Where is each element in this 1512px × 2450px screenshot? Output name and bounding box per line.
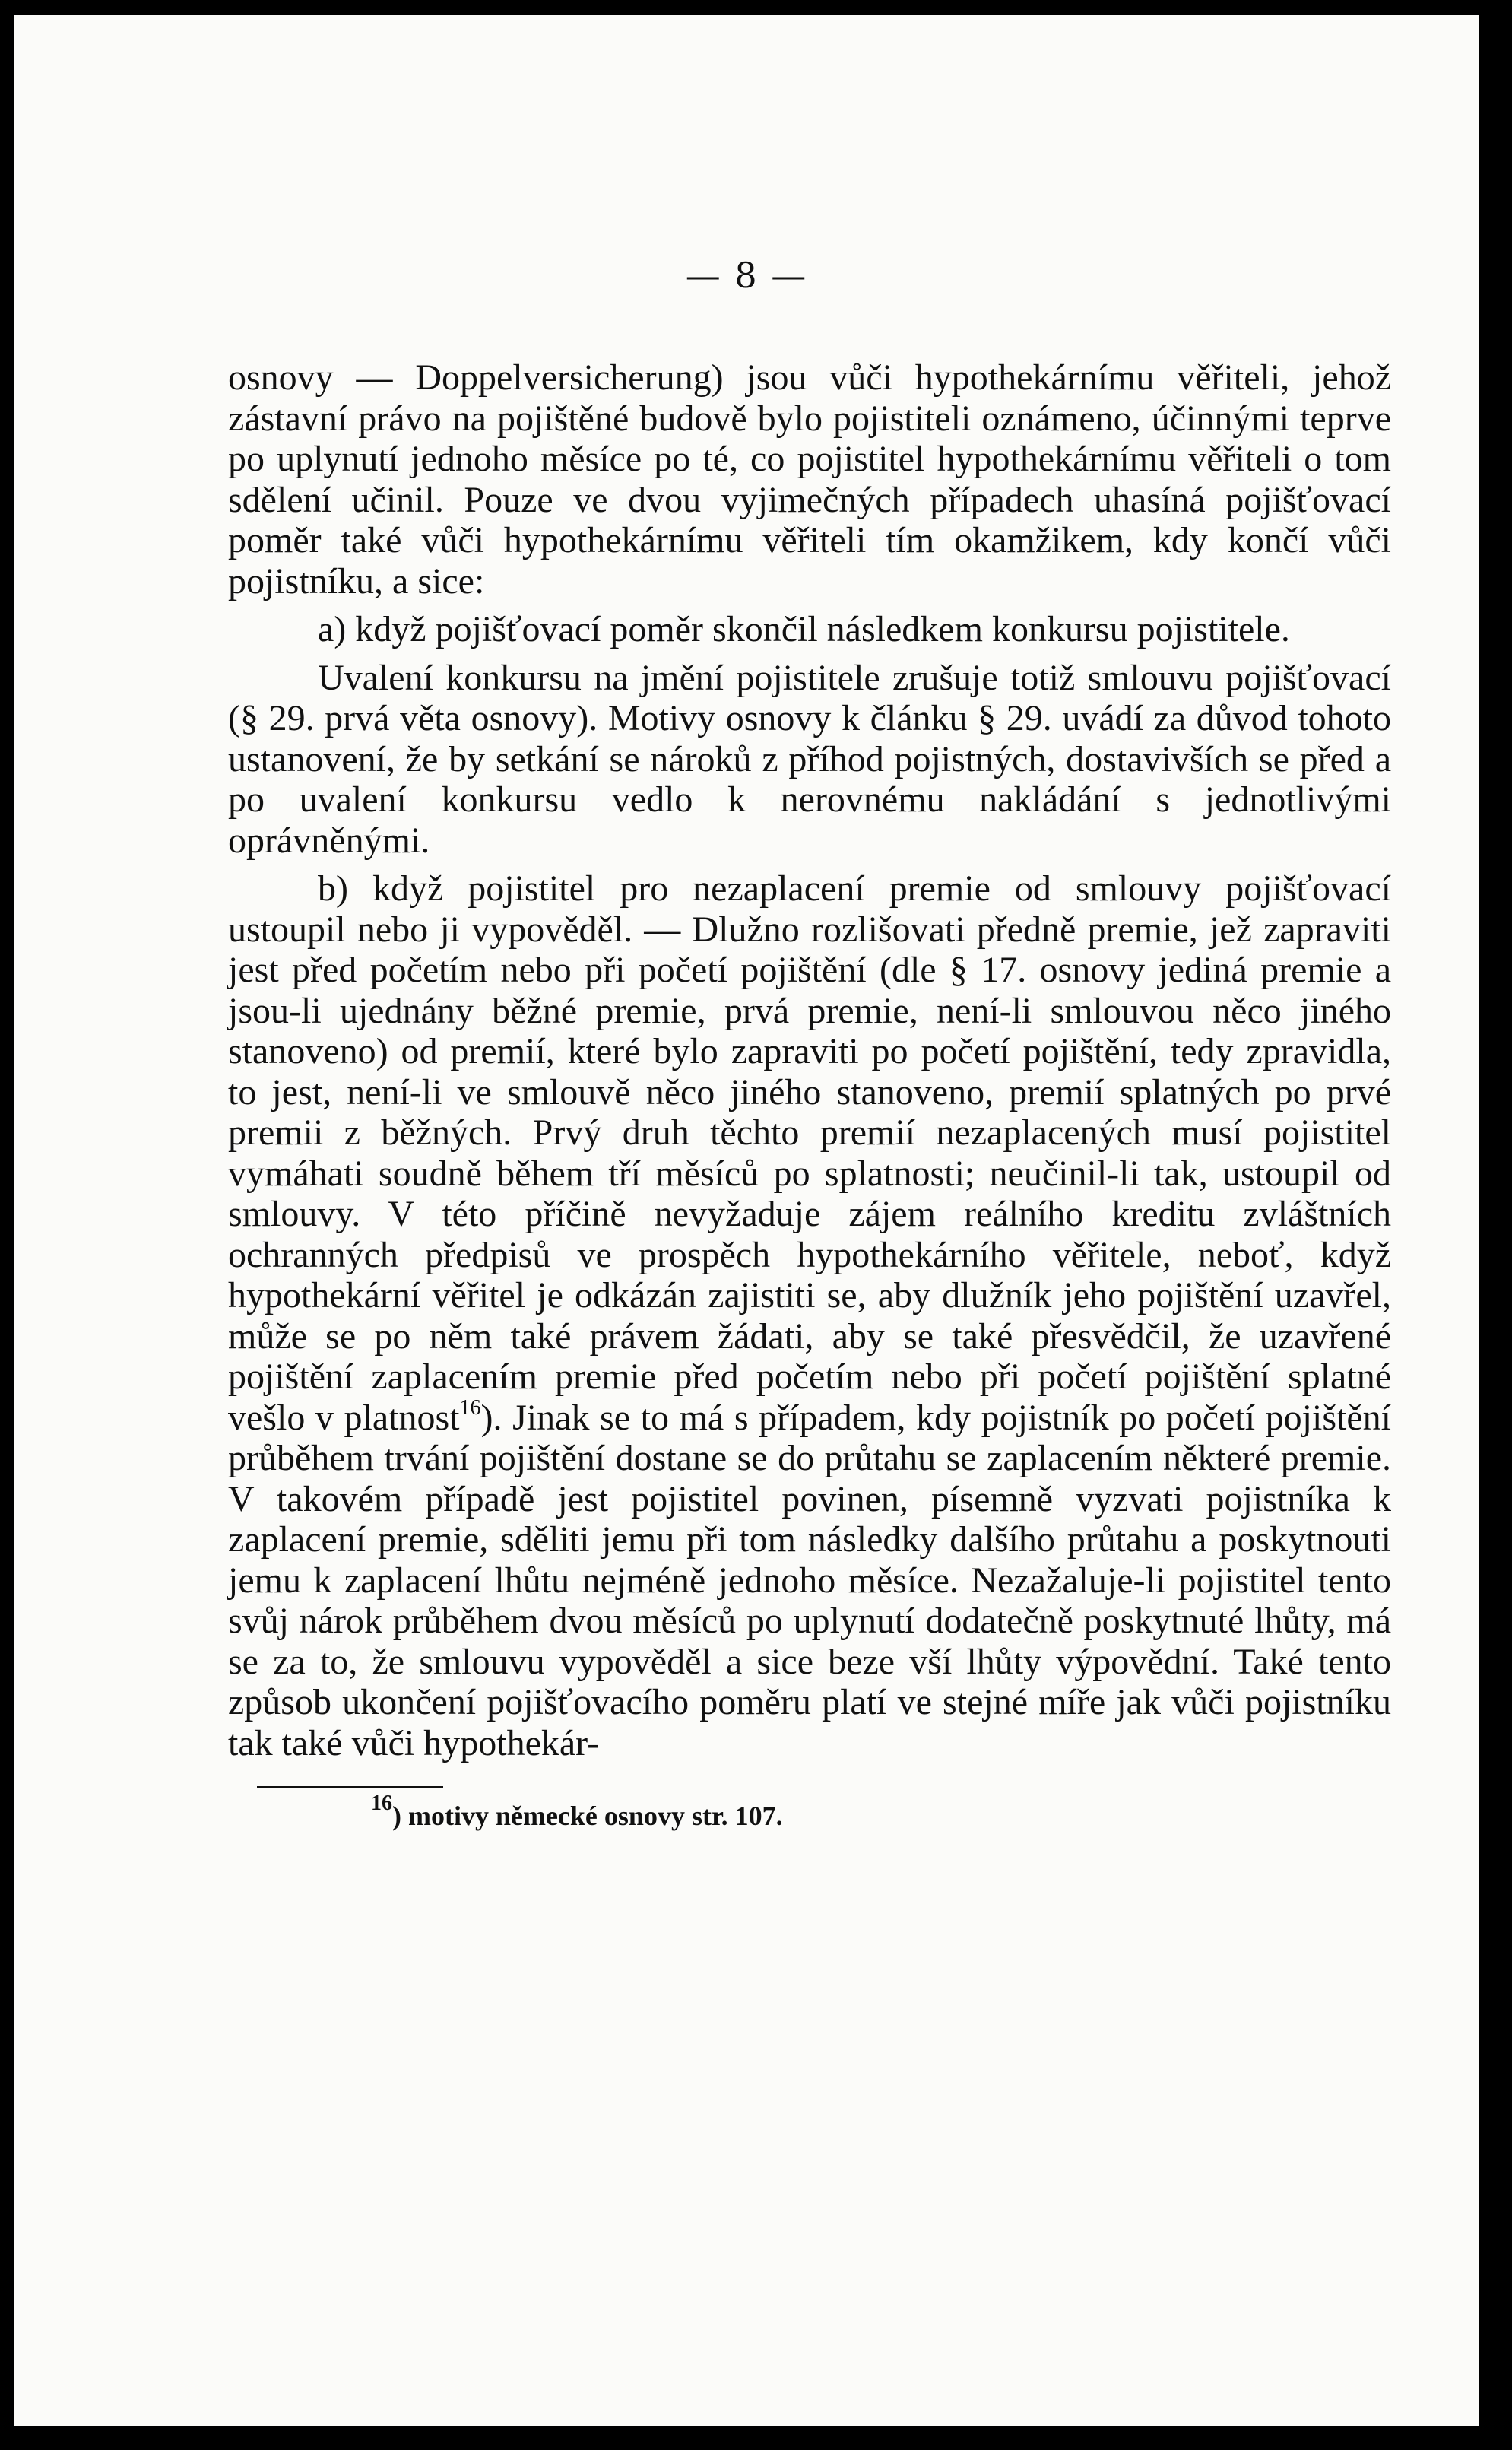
document-page: [14, 15, 1479, 2426]
paragraph-4-text: b) když pojistitel pro nezaplacení premie od smlouvy pojišťovací ustoupil nebo ji vypověděl. — Dlužno rozlišovati předně premie, jež zapraviti jest před početím nebo při početí pojištění (dle § 17. osnovy jediná premie a jsou-li ujednány běžné premie, prvá premie, není-li smlouvou něco jiného stanoveno) od premií, které bylo zapraviti po početí pojištění, tedy zpravidla, to jest, není-li ve smlouvě něco jiného stanoveno, premií splatných po prvé premii z běžných. Prvý druh těchto premií nezaplacených musí pojistitel vymáhati soudně během tří měsíců po splatnosti; neučinil-li tak, ustoupil od smlouvy. V této příčině nevyžaduje zájem reálního kreditu zvláštních ochranných předpisů ve prospěch hypothekárního věřitele, neboť, když hypothekární věřitel je odkázán zajistiti se, aby dlužník jeho pojištění uzavřel, může se po něm také právem žádati, aby se také přesvědčil, že uzavřené pojištění zaplacením premie před početím nebo při početí pojištění splatné vešlo v platnost: [228, 868, 1391, 1438]
footnote-reference: 16: [459, 1395, 481, 1420]
paragraph-4-continuation: ). Jinak se to má s případem, kdy pojistník po početí pojištění průběhem trvání pojištění dostane se do průtahu se zaplacením některé premie. V takovém případě jest pojistitel povinen, písemně vyzvati pojistníka k zaplacení premie, sděliti jemu při tom následky dalšího průtahu a poskytnouti jemu k zaplacení lhůtu nejméně jednoho měsíce. Nezažaluje-li pojistitel tento svůj nárok průběhem dvou měsíců po uplynutí dodatečně poskytnuté lhůty, má se za to, že smlouvu vypověděl a sice beze vší lhůty výpovědní. Také tento způsob ukončení pojišťovacího poměru platí ve stejné míře jak vůči pojistníku tak také vůči hypothekár-: [228, 1397, 1392, 1763]
paragraph-3: Uvalení konkursu na jmění pojistitele zrušuje totiž smlouvu pojišťovací (§ 29. prvá věta osnovy). Motivy osnovy k článku § 29. uvádí za důvod tohoto ustanovení, že by setkání se nároků z příhod pojistných, dostavivších se před a po uvalení konkursu vedlo k nerovnému nakládání s jednotlivými oprávněnými.: [228, 657, 1391, 861]
footnote-divider: [257, 1786, 443, 1788]
paragraph-4: [228, 868, 1391, 1763]
paragraph-2: a) když pojišťovací poměr skončil následkem konkursu pojistitele.: [318, 609, 1290, 649]
paragraph-1: osnovy — Doppelversicherung) jsou vůči hypothekárnímu věřiteli, jehož zástavní právo na pojištěné budově bylo pojistiteli oznámeno, účinnými teprve po uplynutí jednoho měsíce po té, co pojistitel hypothekárnímu věřiteli o tom sdělení učinil. Pouze ve dvou vyjimečných případech uhasíná pojišťovací poměr také vůči hypothekárnímu věřiteli tím okamžikem, kdy končí vůči pojistníku, a sice:: [228, 357, 1391, 601]
body-text: [228, 357, 1391, 1763]
page-number: — 8 —: [685, 255, 808, 296]
footnote: [371, 1791, 1131, 1832]
footnote-marker: 16: [371, 1791, 392, 1815]
footnote-text: ) motivy německé osnovy str. 107.: [392, 1801, 783, 1831]
